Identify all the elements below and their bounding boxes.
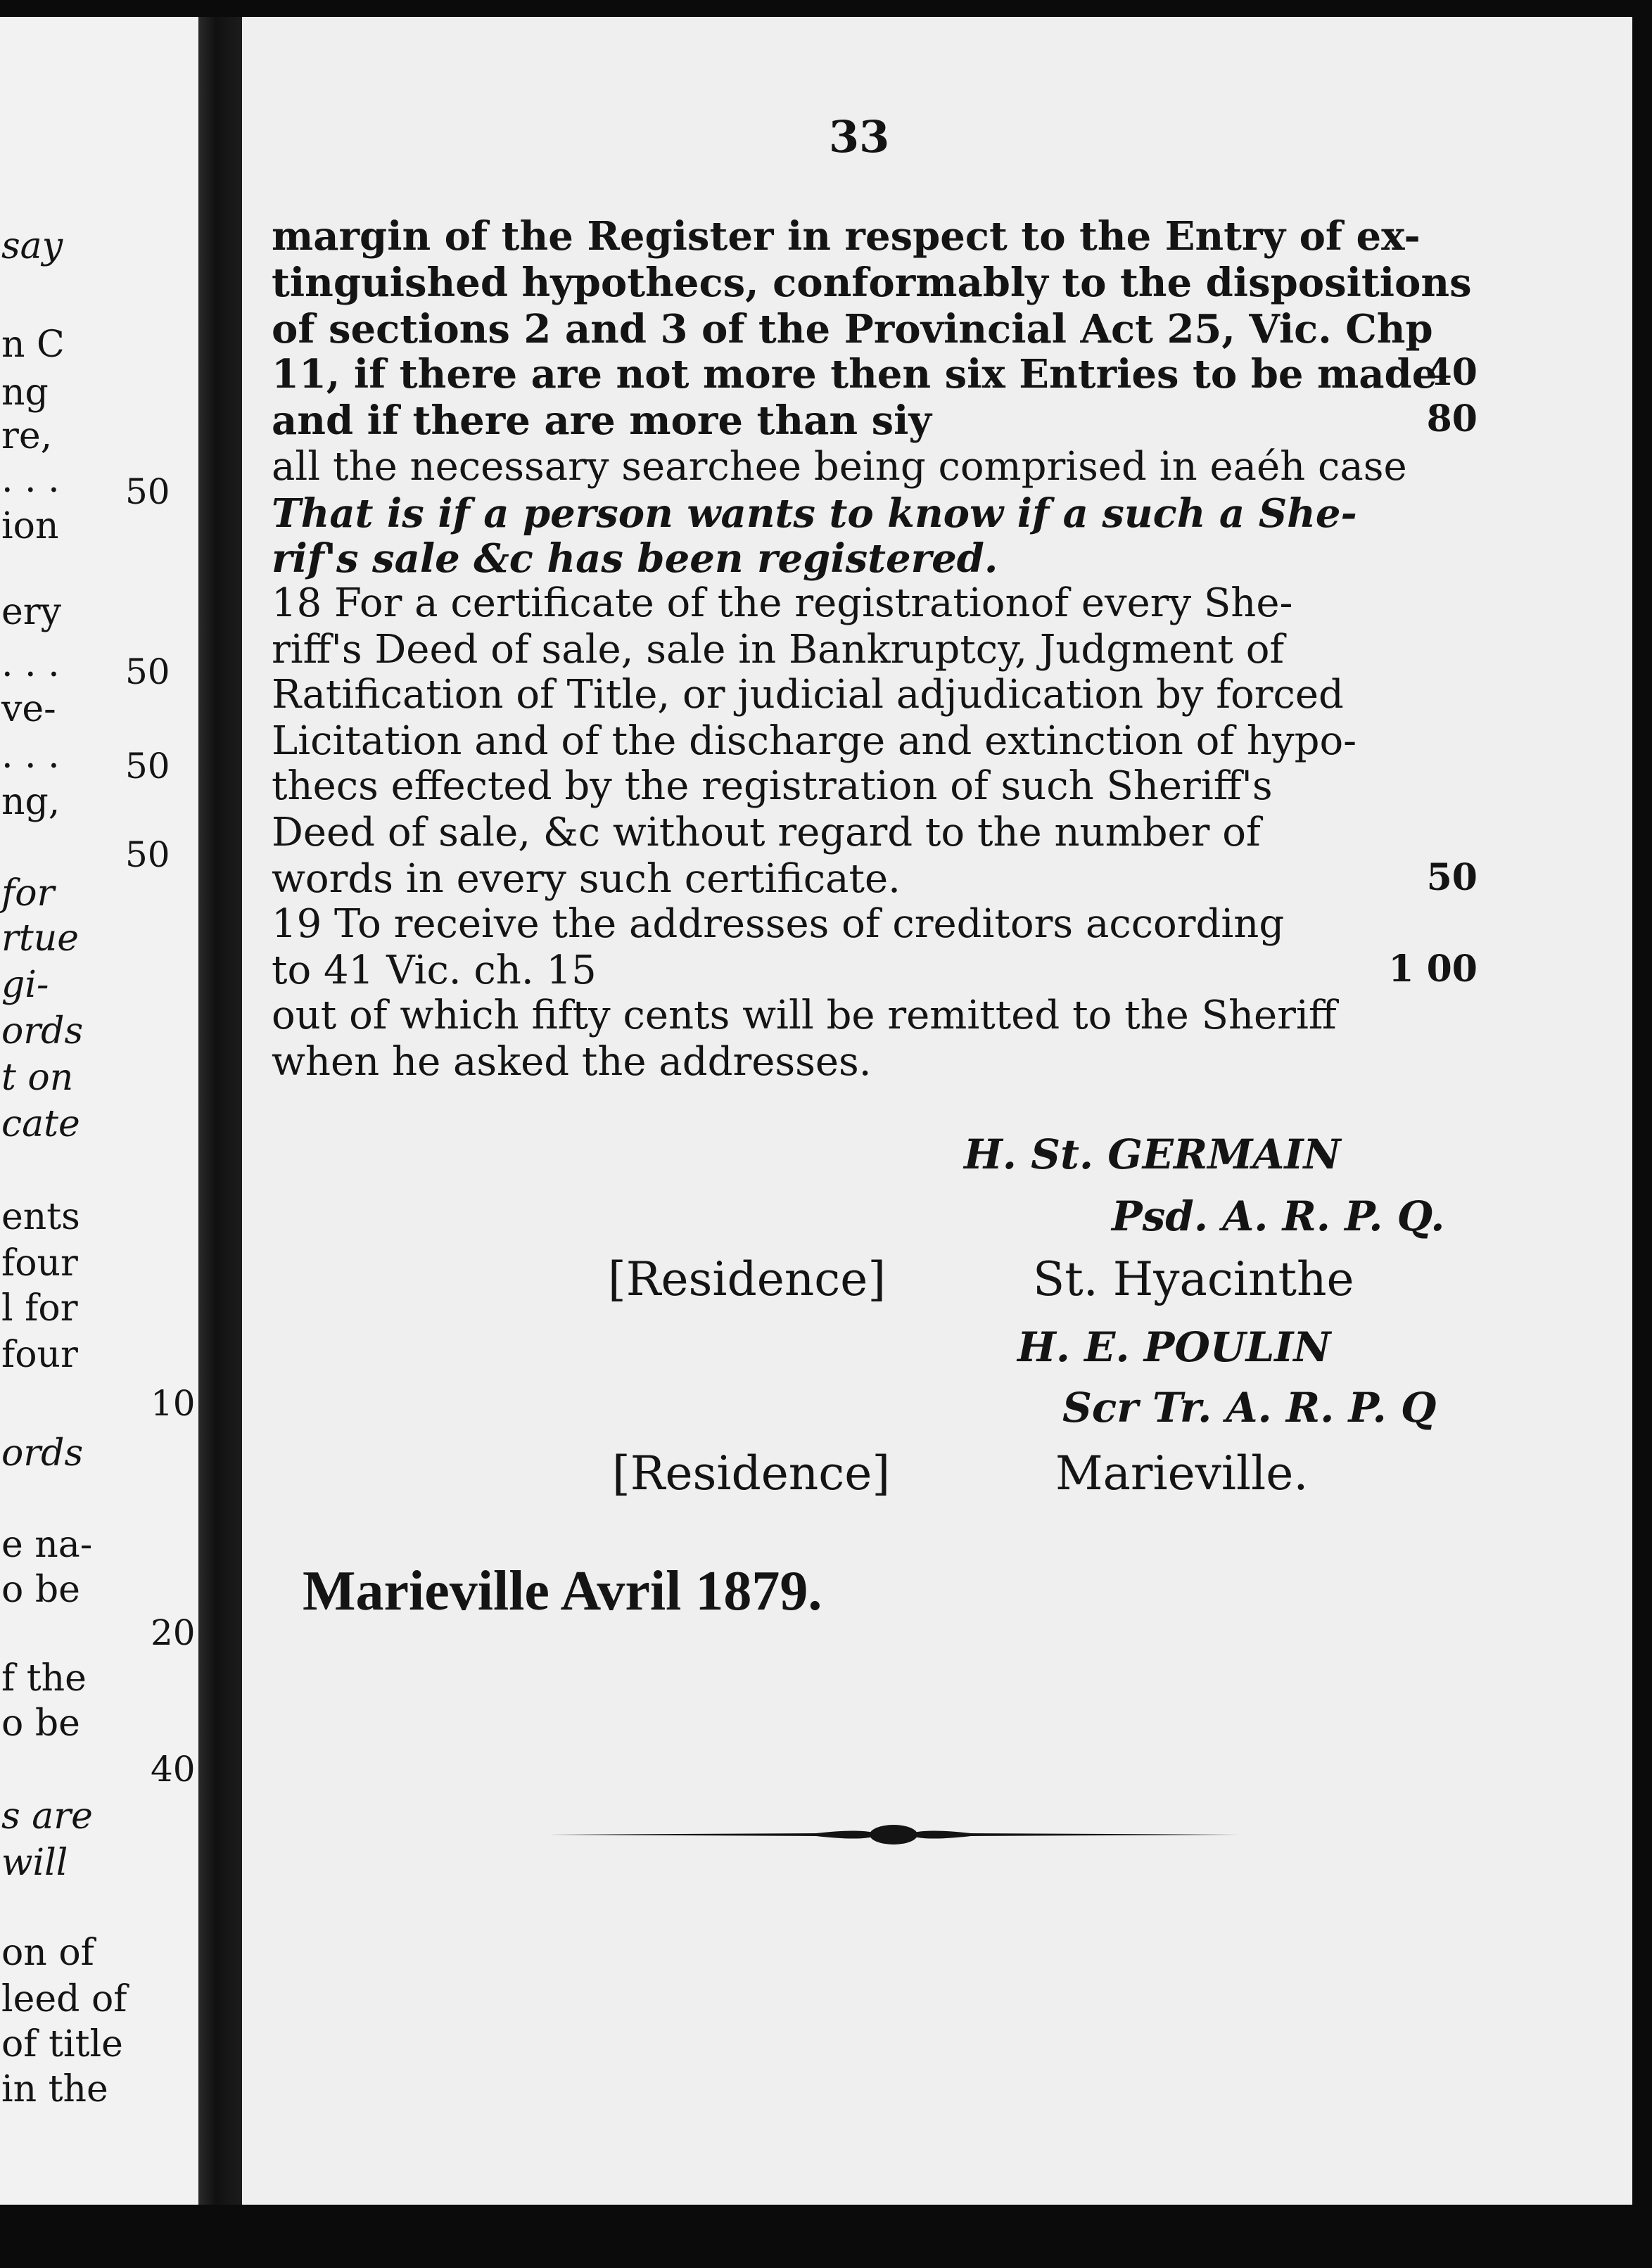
body-line: Deed of sale, &c without regard to the number of xyxy=(272,810,1261,855)
body-line: and if there are more than siy xyxy=(272,397,932,444)
body-line: tinguished hypothecs, conformably to the dispositions xyxy=(272,260,1472,306)
body-line: Licitation and of the discharge and extinction of hypo- xyxy=(272,718,1357,764)
left-fragment: . . . xyxy=(1,734,60,777)
left-fee-number: 50 xyxy=(125,471,170,512)
book-gutter xyxy=(198,17,242,2205)
fee-amount: 40 xyxy=(1426,351,1478,394)
left-fragment: gi- xyxy=(1,964,49,1006)
body-line: margin of the Register in respect to the Entry of ex- xyxy=(272,213,1421,260)
page-number: 33 xyxy=(829,111,890,163)
signatory-name: H. St. GERMAIN xyxy=(964,1130,1341,1178)
body-line: all the necessary searchee being comprised in eaéh case xyxy=(272,444,1407,490)
residence-label: [Residence] xyxy=(612,1446,891,1501)
residence-label: [Residence] xyxy=(608,1252,887,1306)
left-fragment: . . . xyxy=(1,459,60,501)
left-fragment: ords xyxy=(1,1010,84,1052)
left-fragment: ng xyxy=(1,371,49,414)
body-line: out of which fifty cents will be remitted to the Sheriff xyxy=(272,993,1337,1038)
left-fragment: four xyxy=(1,1242,78,1285)
left-fragment: . . . xyxy=(1,643,60,685)
left-fragment: o be xyxy=(1,1702,80,1745)
signatory-title: Scr Tr. A. R. P. Q xyxy=(1062,1384,1437,1432)
left-fragment: n C xyxy=(1,324,65,366)
scan-border-top xyxy=(0,0,1652,17)
signatory-name: H. E. POULIN xyxy=(1017,1323,1331,1371)
scan-border-bottom xyxy=(0,2205,1652,2268)
residence-place: Marieville. xyxy=(1055,1446,1309,1501)
fee-amount: 50 xyxy=(1426,856,1478,899)
body-line: 11, if there are not more then six Entries to be made xyxy=(272,351,1437,397)
body-line: when he asked the addresses. xyxy=(272,1039,872,1085)
body-line: That is if a person wants to know if a such a She- xyxy=(272,490,1357,537)
body-line: words in every such certificate. xyxy=(272,856,901,902)
left-fragment: t on xyxy=(1,1057,74,1099)
body-line: rif's sale &c has been registered. xyxy=(272,535,998,582)
left-fragment: say xyxy=(1,225,63,267)
left-fragment: o be xyxy=(1,1569,80,1611)
left-fragment: ents xyxy=(1,1196,80,1238)
left-fragment: on of xyxy=(1,1932,94,1974)
fee-amount: 80 xyxy=(1426,397,1478,440)
body-line: of sections 2 and 3 of the Provincial Act 25, Vic. Chp xyxy=(272,306,1433,352)
scan-border-right xyxy=(1632,0,1652,2268)
left-fragment: for xyxy=(1,872,55,915)
signatory-title: Psd. A. R. P. Q. xyxy=(1112,1192,1445,1240)
body-line: thecs effected by the registration of such Sheriff's xyxy=(272,763,1273,809)
body-line: riff's Deed of sale, sale in Bankruptcy, Judgment of xyxy=(272,627,1285,673)
left-fee-number: 20 xyxy=(151,1612,196,1653)
left-fragment: ve- xyxy=(1,688,56,730)
left-page xyxy=(0,17,198,2205)
left-fragment: will xyxy=(1,1842,68,1884)
left-fee-number: 50 xyxy=(125,651,170,692)
left-fragment: ion xyxy=(1,505,59,547)
left-fee-number: 10 xyxy=(151,1383,196,1424)
left-fragment: of title xyxy=(1,2023,123,2065)
left-fragment: four xyxy=(1,1334,78,1376)
left-fragment: in the xyxy=(1,2068,108,2110)
fee-amount: 1 00 xyxy=(1388,948,1478,990)
left-fee-number: 50 xyxy=(125,834,170,875)
left-fragment: ery xyxy=(1,591,62,633)
left-fragment: l for xyxy=(1,1287,78,1330)
body-line: Ratification of Title, or judicial adjudication by forced xyxy=(272,672,1344,718)
ornamental-rule xyxy=(549,1821,1238,1849)
body-line: 19 To receive the addresses of creditors according xyxy=(272,901,1285,947)
left-fee-number: 40 xyxy=(151,1749,196,1790)
body-line: 18 For a certificate of the registrationof every She- xyxy=(272,580,1293,626)
left-fragment: ords xyxy=(1,1432,84,1474)
residence-place: St. Hyacinthe xyxy=(1033,1252,1354,1306)
left-fragment: rtue xyxy=(1,917,80,960)
left-fragment: s are xyxy=(1,1795,93,1837)
left-fragment: f the xyxy=(1,1657,87,1700)
left-fragment: ng, xyxy=(1,781,61,823)
left-fee-number: 50 xyxy=(125,746,170,786)
left-fragment: re, xyxy=(1,415,53,457)
left-fragment: cate xyxy=(1,1103,80,1145)
left-fragment: e na- xyxy=(1,1524,93,1566)
body-line: to 41 Vic. ch. 15 xyxy=(272,948,597,993)
date-line: Marieville Avril 1879. xyxy=(303,1560,822,1622)
left-fragment: leed of xyxy=(1,1978,127,2020)
